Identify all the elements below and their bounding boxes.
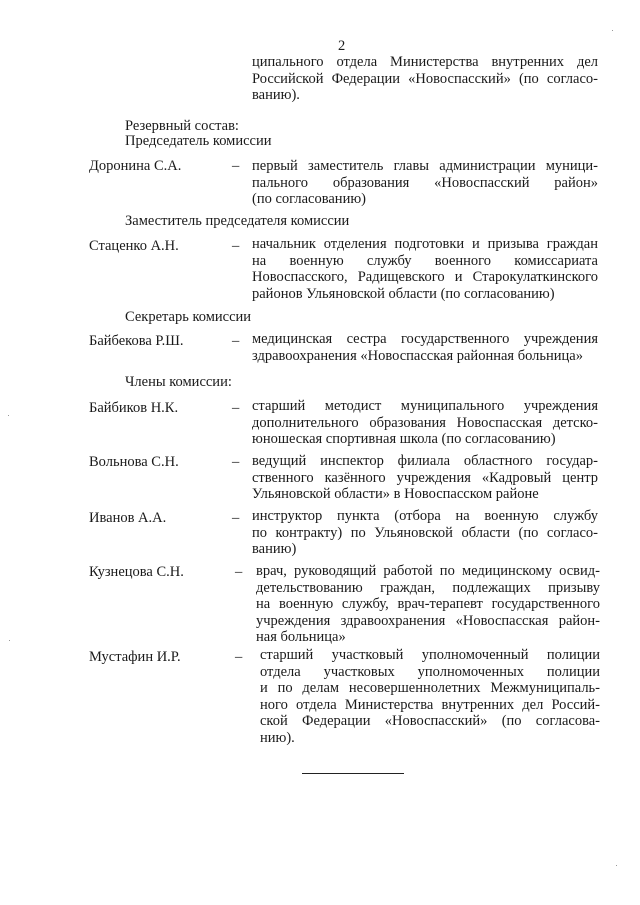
description-line: Новоспасского, Радищевского и Старокулаткинского: [252, 269, 598, 285]
description-line: юношеская спортивная школа (по согласованию): [252, 431, 556, 447]
description-line: ведущий инспектор филиала областного государ-: [252, 453, 598, 469]
member-description: [252, 453, 598, 503]
member-dash: –: [232, 158, 240, 174]
member-dash: –: [232, 510, 240, 526]
description-line: врач, руководящий работой по медицинскому освид-: [256, 563, 600, 579]
description-line: на военную службу, врач-терапевт государственного: [256, 596, 600, 612]
description-line: и по делам несовершеннолетних Межмуниципаль-: [260, 680, 600, 696]
member-description: [256, 563, 600, 646]
page-number: 2: [338, 38, 346, 54]
section-heading-members: Члены комиссии:: [125, 374, 232, 390]
member-description: [252, 331, 598, 364]
member-description: [252, 236, 598, 302]
description-line: первый заместитель главы администрации муници-: [252, 158, 598, 174]
member-dash: –: [235, 564, 243, 580]
member-name: Байбиков Н.К.: [89, 400, 179, 416]
description-line: ванию): [252, 541, 297, 557]
member-dash: –: [232, 400, 240, 416]
description-line: медицинская сестра государственного учреждения: [252, 331, 598, 347]
scan-speck: [8, 415, 9, 416]
description-line: начальник отделения подготовки и призыва граждан: [252, 236, 598, 252]
continuation-line: ванию).: [252, 87, 300, 103]
description-line: (по согласованию): [252, 191, 366, 207]
description-line: учреждения здравоохранения «Новоспасская район-: [256, 612, 600, 629]
closing-rule: [302, 773, 404, 774]
description-line: по контракту) по Ульяновской области (по согласо-: [252, 524, 598, 541]
member-description: [252, 508, 598, 558]
member-name: Стаценко А.Н.: [89, 238, 179, 254]
member-dash: –: [232, 454, 240, 470]
reserve-heading: Резервный состав:: [125, 118, 239, 134]
description-line: Ульяновской области» в Новоспасском районе: [252, 486, 539, 502]
continuation-line: Российской Федерации «Новоспасский» (по согласо-: [252, 70, 598, 87]
section-heading-deputy: Заместитель председателя комиссии: [125, 213, 350, 229]
scan-speck: [9, 640, 10, 641]
member-dash: –: [232, 333, 240, 349]
description-line: старший участковый уполномоченный полиции: [260, 647, 600, 663]
scan-speck: [616, 865, 617, 866]
description-line: ного отдела Министерства внутренних дел Россий-: [260, 696, 600, 713]
description-line: пального образования «Новоспасский район»: [252, 174, 598, 191]
member-dash: –: [232, 238, 240, 254]
member-name: Кузнецова С.Н.: [89, 564, 184, 580]
description-line: нию).: [260, 729, 295, 746]
description-line: детельствованию граждан, подлежащих призыву: [256, 579, 600, 596]
member-description: [260, 647, 600, 746]
description-line: дополнительного образования Новоспасская детско-: [252, 414, 598, 431]
description-line: отдела участковых уполномоченных полиции: [260, 663, 600, 680]
continuation-line: ципального отдела Министерства внутренних дел: [252, 54, 598, 70]
section-heading-secretary: Секретарь комиссии: [125, 309, 252, 325]
description-line: ской Федерации «Новоспасский» (по согласова-: [260, 713, 600, 729]
member-description: [252, 398, 598, 448]
description-line: ственного казённого учреждения «Кадровый центр: [252, 469, 598, 486]
section-heading-chairman: Председатель комиссии: [125, 133, 272, 149]
description-line: районов Ульяновской области (по согласованию): [252, 285, 555, 302]
member-description: [252, 158, 598, 208]
scan-speck: [612, 30, 613, 31]
description-line: старший методист муниципального учреждения: [252, 398, 598, 414]
member-name: Мустафин И.Р.: [89, 649, 181, 665]
member-dash: –: [235, 649, 243, 665]
description-line: ная больница»: [256, 629, 346, 645]
member-name: Вольнова С.Н.: [89, 454, 179, 470]
member-name: Иванов А.А.: [89, 510, 167, 526]
continuation-paragraph: [252, 54, 598, 104]
member-name: Доронина С.А.: [89, 158, 182, 174]
description-line: на военную службу военного комиссариата: [252, 252, 598, 269]
description-line: инструктор пункта (отбора на военную службу: [252, 508, 598, 524]
description-line: здравоохранения «Новоспасская районная больница»: [252, 347, 583, 364]
member-name: Байбекова Р.Ш.: [89, 333, 184, 349]
